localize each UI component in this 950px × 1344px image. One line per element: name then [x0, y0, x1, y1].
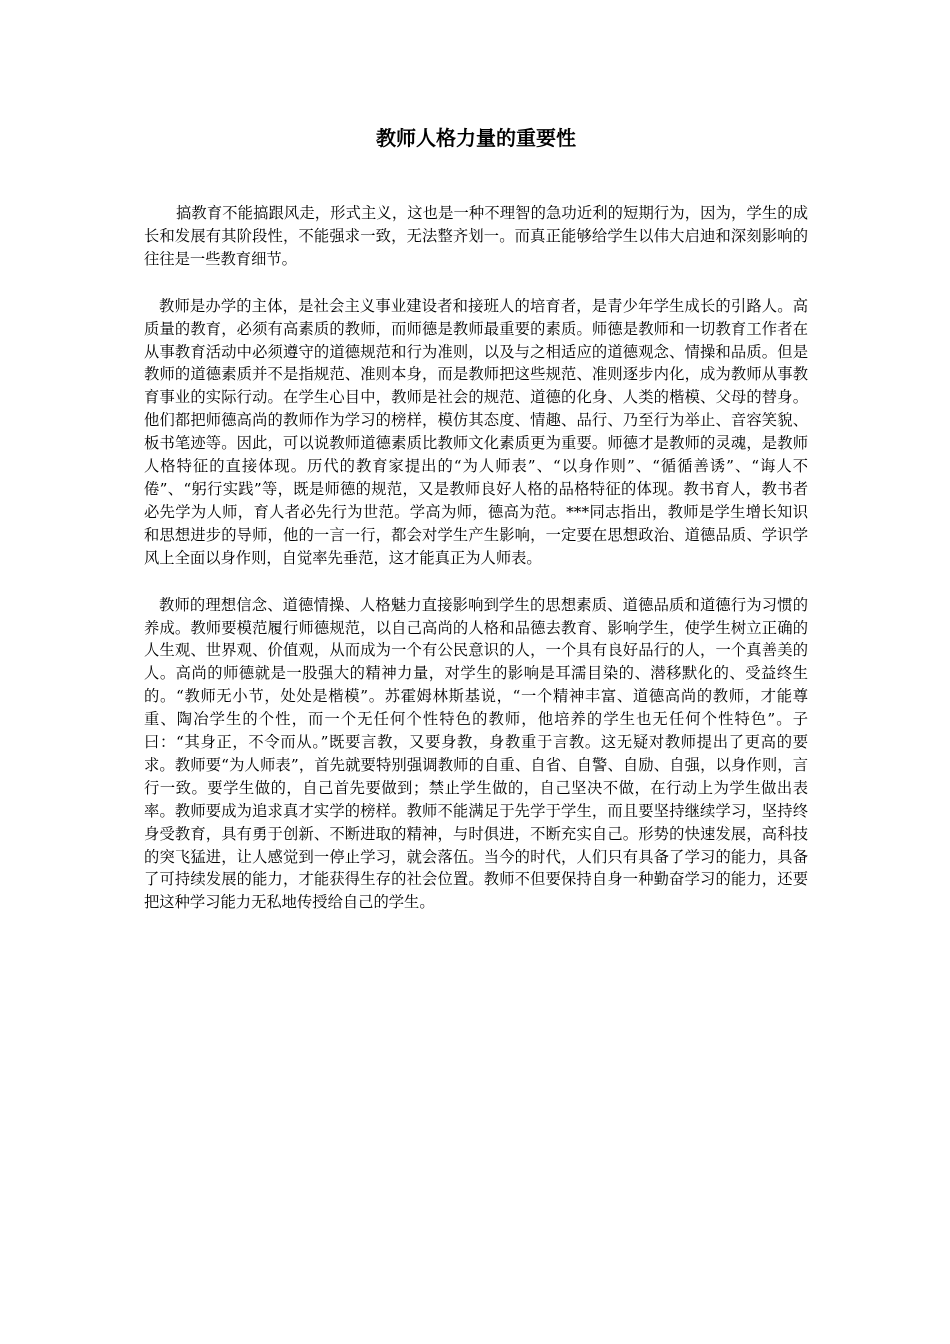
document-page: [144, 118, 808, 938]
document-title: 教师人格力量的重要性: [376, 126, 576, 150]
paragraph-3: 教师的理想信念、道德情操、人格魅力直接影响到学生的思想素质、道德品质和道德行为习惯的养成。教师要模范履行师德规范，以自己高尚的人格和品德去教育、影响学生，使学生树立正确的人生观、世界观、价值观，从而成为一个有公民意识的人，一个具有良好品行的人，一个真善美的人。高尚的师德就是一股强大的精神力量，对学生的影响是耳濡目染的、潜移默化的、受益终生的。“教师无小节，处处是楷模”。苏霍姆林斯基说，“一个精神丰富、道德高尚的教师，才能尊重、陶冶学生的个性，而一个无任何个性特色的教师，他培养的学生也无任何个性特色”。子曰：“其身正，不令而从。”既要言教，又要身教，身教重于言教。这无疑对教师提出了更高的要求。教师要“为人师表”，首先就要特别强调教师的自重、自省、自警、自励、自强，以身作则，言行一致。要学生做的，自己首先要做到；禁止学生做的，自己坚决不做，在行动上为学生做出表率。教师要成为追求真才实学的榜样。教师不能满足于先学于学生，而且要坚持继续学习，坚持终身受教育，具有勇于创新、不断进取的精神，与时俱进，不断充实自己。形势的快速发展，高科技的突飞猛进，让人感觉到一停止学习，就会落伍。当今的时代，人们只有具备了学习的能力，具备了可持续发展的能力，才能获得生存的社会位置。教师不但要保持自身一种勤奋学习的能力，还要把这种学习能力无私地传授给自己的学生。: [144, 595, 808, 912]
paragraph-2: 教师是办学的主体，是社会主义事业建设者和接班人的培育者，是青少年学生成长的引路人。高质量的教育，必须有高素质的教师，而师德是教师最重要的素质。师德是教师和一切教育工作者在从事教育活动中必须遵守的道德规范和行为准则，以及与之相适应的道德观念、情操和品质。但是教师的道德素质并不是指规范、准则本身，而是教师把这些规范、准则逐步内化，成为教师从事教育事业的实际行动。在学生心目中，教师是社会的规范、道德的化身、人类的楷模、父母的替身。他们都把师德高尚的教师作为学习的榜样，模仿其态度、情趣、品行、乃至行为举止、音容笑貌、板书笔迹等。因此，可以说教师道德素质比教师文化素质更为重要。师德才是教师的灵魂，是教师人格特征的直接体现。历代的教育家提出的“为人师表”、“以身作则”、“循循善诱”、“诲人不倦”、“躬行实践”等，既是师德的规范，又是教师良好人格的品格特征的体现。教书育人，教书者必先学为人师，育人者必先行为世范。学高为师，德高为范。***同志指出，教师是学生增长知识和思想进步的导师，他的一言一行，都会对学生产生影响，一定要在思想政治、道德品质、学识学风上全面以身作则，自觉率先垂范，这才能真正为人师表。: [144, 296, 808, 567]
paragraph-1: 搞教育不能搞跟风走，形式主义，这也是一种不理智的急功近利的短期行为，因为，学生的成长和发展有其阶段性，不能强求一致，无法整齐划一。而真正能够给学生以伟大启迪和深刻影响的往往是一些教育细节。: [144, 204, 808, 268]
